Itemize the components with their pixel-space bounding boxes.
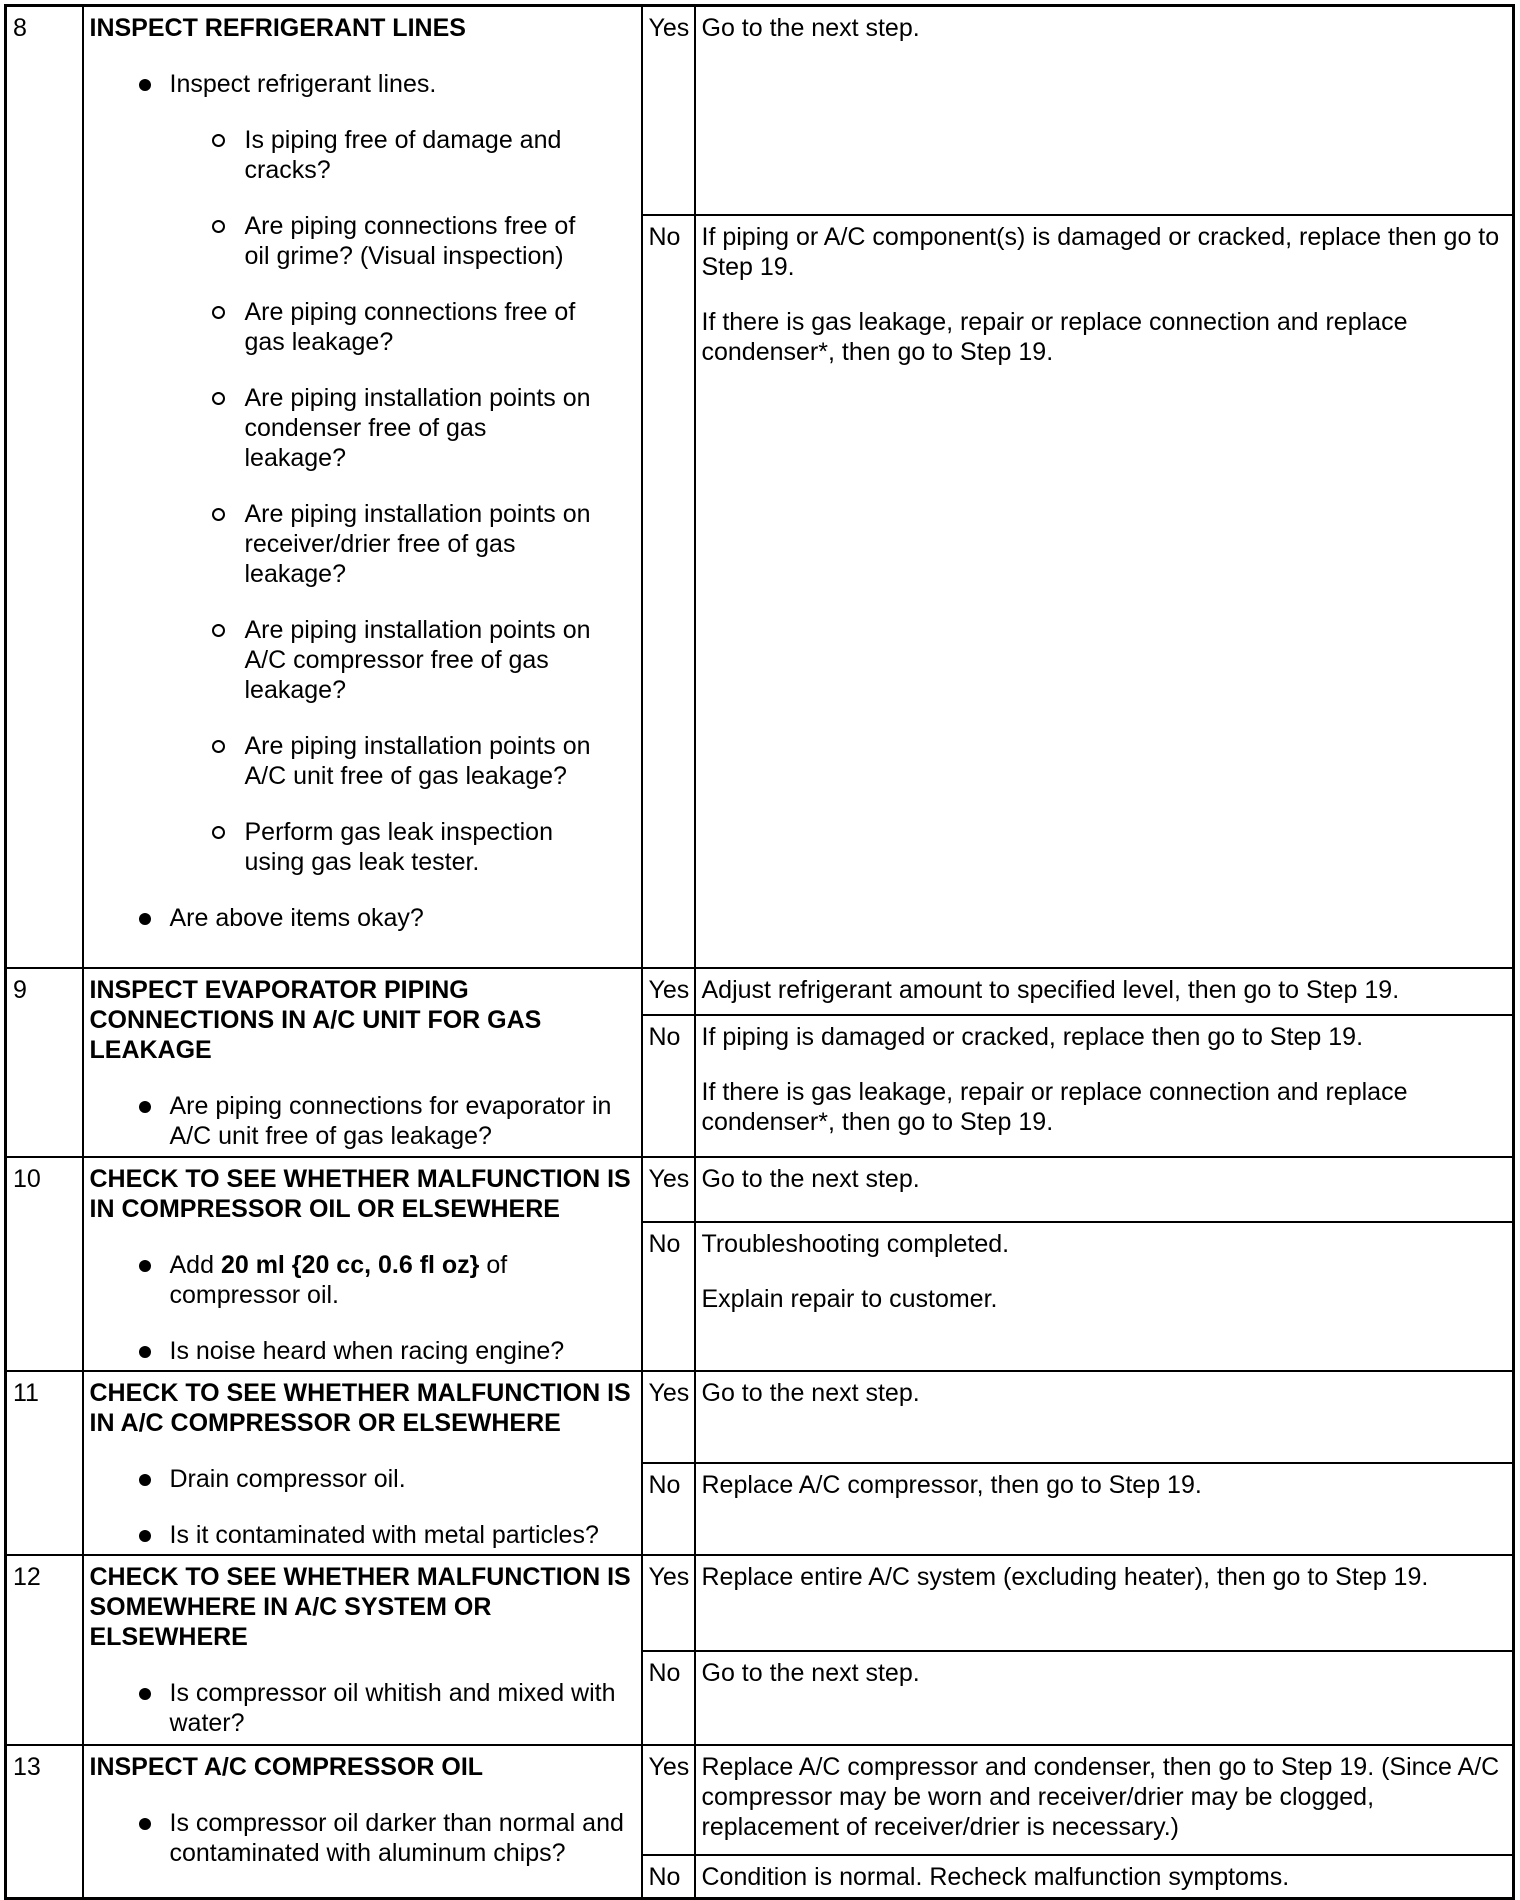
step-bullets [90,903,635,933]
result-text: Go to the next step. [701,1164,920,1193]
result-text: Explain repair to customer. [701,1285,998,1314]
step-number: 13 [6,1745,83,1899]
step-9-yes-row [6,968,1514,1015]
yes-result [695,968,1514,1015]
step-bullets [90,1678,635,1738]
bullet-item: Inspect refrigerant lines. [90,69,635,99]
result-text: If there is gas leakage, repair or replace connection and replace condenser*, then go to Step 19. [701,307,1408,366]
document-page [4,4,1512,1891]
no-result [695,1222,1514,1370]
step-11-yes-row [6,1371,1514,1464]
bullet-item: Is compressor oil darker than normal and contaminated with aluminum chips? [90,1808,635,1868]
step-number: 9 [6,968,83,1157]
sub-bullet-item: Perform gas leak inspection using gas leak tester. [90,817,635,877]
result-text: Condition is normal. Recheck malfunction symptoms. [701,1862,1290,1891]
no-label: No [642,1651,695,1745]
step-action [83,1745,642,1899]
yes-label: Yes [642,1745,695,1855]
sub-bullet-item: Are piping connections free of oil grime? (Visual inspection) [90,211,635,271]
result-text: Adjust refrigerant amount to specified level, then go to Step 19. [701,975,1400,1004]
troubleshooting-table [4,4,1515,1900]
step-action [83,1555,642,1745]
result-text: If there is gas leakage, repair or replace connection and replace condenser*, then go to Step 19. [701,1077,1408,1136]
oil-amount: 20 ml {20 cc, 0.6 fl oz} [220,1250,480,1279]
result-text: Troubleshooting completed. [701,1230,1010,1259]
sub-bullet-item: Is piping free of damage and cracks? [90,125,635,185]
no-label: No [642,1222,695,1370]
step-title: INSPECT A/C COMPRESSOR OIL [89,1752,484,1781]
yes-label: Yes [642,1555,695,1651]
result-text: Replace A/C compressor, then go to Step 19. [701,1471,1202,1499]
step-8-yes-row [6,6,1514,215]
yes-result [695,1157,1514,1223]
yes-label: Yes [642,6,695,215]
result-text: Go to the next step. [701,14,920,42]
yes-result [695,1371,1514,1464]
bullet-item [90,1250,635,1310]
step-bullets [90,69,635,99]
result-text: If piping or A/C component(s) is damaged or cracked, replace then go to Step 19. [701,222,1500,281]
step-title: CHECK TO SEE WHETHER MALFUNCTION IS IN COMPRESSOR OIL OR ELSEWHERE [89,1164,631,1223]
step-action [83,1157,642,1371]
step-number: 8 [6,6,83,968]
step-bullets [90,1250,635,1366]
step-13-yes-row [6,1745,1514,1855]
step-bullets [90,1464,635,1550]
bullet-text: Add [169,1250,221,1279]
step-12-yes-row [6,1555,1514,1651]
yes-result [695,1555,1514,1651]
yes-label: Yes [642,968,695,1015]
yes-label: Yes [642,1371,695,1464]
result-text: Replace A/C compressor and condenser, then go to Step 19. (Since A/C compressor may be worn and receiver/drier may be clogged, replacement of receiver/drier is necessary.) [701,1752,1500,1841]
step-number: 11 [6,1371,83,1555]
no-result [695,1651,1514,1745]
no-result [695,215,1514,968]
result-text: Replace entire A/C system (excluding heater), then go to Step 19. [701,1562,1429,1591]
step-10-yes-row [6,1157,1514,1223]
result-text: Go to the next step. [701,1658,920,1687]
sub-bullet-item: Are piping installation points on condenser free of gas leakage? [90,383,635,473]
step-action [83,968,642,1157]
bullet-item: Is it contaminated with metal particles? [90,1520,635,1550]
bullet-item: Is compressor oil whitish and mixed with water? [90,1678,635,1738]
sub-bullet-item: Are piping installation points on A/C unit free of gas leakage? [90,731,635,791]
step-action [83,1371,642,1555]
bullet-item: Are piping connections for evaporator in A/C unit free of gas leakage? [90,1091,635,1151]
step-title: INSPECT REFRIGERANT LINES [89,14,466,42]
bullet-item: Is noise heard when racing engine? [90,1336,635,1366]
step-title: CHECK TO SEE WHETHER MALFUNCTION IS SOMEWHERE IN A/C SYSTEM OR ELSEWHERE [89,1562,631,1651]
no-label: No [642,1855,695,1899]
step-number: 10 [6,1157,83,1371]
sub-bullet-item: Are piping connections free of gas leakage? [90,297,635,357]
bullet-item: Are above items okay? [90,903,635,933]
result-text: If piping is damaged or cracked, replace then go to Step 19. [701,1022,1364,1051]
yes-result [695,6,1514,215]
yes-label: Yes [642,1157,695,1223]
bullet-item: Drain compressor oil. [90,1464,635,1494]
step-number: 12 [6,1555,83,1745]
result-text: Go to the next step. [701,1378,920,1407]
no-label: No [642,1463,695,1555]
yes-result [695,1745,1514,1855]
no-label: No [642,215,695,968]
step-bullets [90,1091,635,1151]
bullet-text: of compressor oil. [169,1250,508,1309]
step-title: CHECK TO SEE WHETHER MALFUNCTION IS IN A/C COMPRESSOR OR ELSEWHERE [89,1378,631,1437]
step-title: INSPECT EVAPORATOR PIPING CONNECTIONS IN A/C UNIT FOR GAS LEAKAGE [89,975,542,1064]
sub-bullet-item: Are piping installation points on receiver/drier free of gas leakage? [90,499,635,589]
no-result [695,1015,1514,1157]
step-action [83,6,642,968]
no-label: No [642,1015,695,1157]
sub-bullet-item: Are piping installation points on A/C compressor free of gas leakage? [90,615,635,705]
no-result [695,1463,1514,1555]
sub-bullets [90,125,635,877]
step-bullets [90,1808,635,1868]
